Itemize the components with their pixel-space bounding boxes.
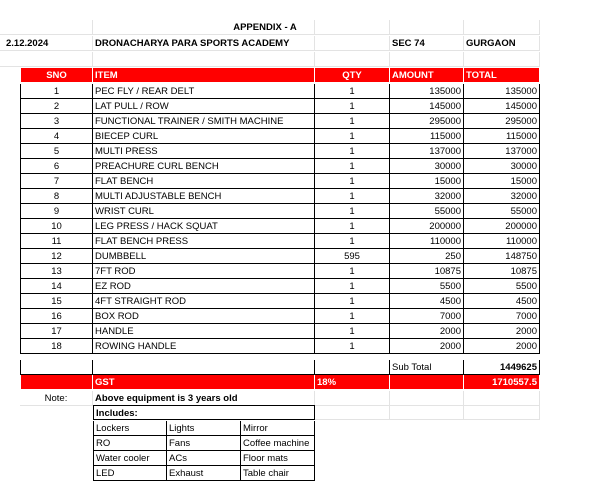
- cell-amount[interactable]: 4500: [390, 294, 464, 309]
- cell-sno[interactable]: 3: [20, 114, 93, 129]
- cell-qty[interactable]: 1: [315, 264, 390, 279]
- cell-total[interactable]: 200000: [464, 219, 540, 234]
- cell-item[interactable]: PEC FLY / REAR DELT: [93, 84, 315, 99]
- cell-item[interactable]: 4FT STRAIGHT ROD: [93, 294, 315, 309]
- cell-qty[interactable]: 1: [315, 114, 390, 129]
- cell[interactable]: [464, 20, 540, 35]
- cell-item[interactable]: LAT PULL / ROW: [93, 99, 315, 114]
- cell-item[interactable]: PREACHURE CURL BENCH: [93, 159, 315, 174]
- cell-amount[interactable]: 145000: [390, 99, 464, 114]
- cell[interactable]: [315, 20, 390, 35]
- column-header-row: [0, 68, 603, 83]
- cell[interactable]: [0, 20, 93, 35]
- cell-sno[interactable]: 6: [20, 159, 93, 174]
- cell[interactable]: [464, 391, 540, 406]
- info-row: [0, 36, 603, 51]
- cell-total[interactable]: 5500: [464, 279, 540, 294]
- cell-qty[interactable]: 1: [315, 219, 390, 234]
- cell-total[interactable]: 4500: [464, 294, 540, 309]
- cell-item[interactable]: LEG PRESS / HACK SQUAT: [93, 219, 315, 234]
- cell-qty[interactable]: 1: [315, 234, 390, 249]
- cell-qty[interactable]: 1: [315, 159, 390, 174]
- includes-item[interactable]: Exhaust: [167, 466, 241, 481]
- table-row: [0, 114, 603, 129]
- empty-row: [0, 52, 603, 67]
- cell-item[interactable]: FLAT BENCH PRESS: [93, 234, 315, 249]
- cell-amount[interactable]: 135000: [390, 84, 464, 99]
- gst-rate[interactable]: 18%: [315, 375, 390, 390]
- includes-item[interactable]: ACs: [167, 451, 241, 466]
- cell-qty[interactable]: 1: [315, 99, 390, 114]
- table-row: [0, 144, 603, 159]
- subtotal-value[interactable]: 1449625: [464, 360, 540, 375]
- cell-sno[interactable]: 7: [20, 174, 93, 189]
- cell[interactable]: [390, 20, 464, 35]
- cell[interactable]: [464, 405, 540, 420]
- cell-sno[interactable]: 10: [20, 219, 93, 234]
- cell[interactable]: [390, 405, 464, 420]
- cell-amount[interactable]: 32000: [390, 189, 464, 204]
- cell-total[interactable]: 10875: [464, 264, 540, 279]
- cell-amount[interactable]: 250: [390, 249, 464, 264]
- table-row: [0, 159, 603, 174]
- includes-header-row: [0, 405, 603, 420]
- table-row: [0, 339, 603, 354]
- cell-qty[interactable]: 1: [315, 309, 390, 324]
- header-qty[interactable]: QTY: [315, 68, 390, 83]
- header-amount[interactable]: AMOUNT: [390, 68, 464, 83]
- cell-item[interactable]: MULTI PRESS: [93, 144, 315, 159]
- academy-name-cell[interactable]: DRONACHARYA PARA SPORTS ACADEMY: [93, 36, 315, 51]
- cell-item[interactable]: WRIST CURL: [93, 204, 315, 219]
- cell[interactable]: [93, 52, 315, 67]
- cell-amount[interactable]: 10875: [390, 264, 464, 279]
- includes-row: [0, 421, 603, 436]
- cell-qty[interactable]: 1: [315, 204, 390, 219]
- cell-sno[interactable]: 13: [20, 264, 93, 279]
- cell-total[interactable]: 110000: [464, 234, 540, 249]
- cell-total[interactable]: 7000: [464, 309, 540, 324]
- cell-item[interactable]: 7FT ROD: [93, 264, 315, 279]
- cell-sno[interactable]: 15: [20, 294, 93, 309]
- includes-item[interactable]: Mirror: [241, 421, 315, 436]
- cell-item[interactable]: ROWING HANDLE: [93, 339, 315, 354]
- includes-item[interactable]: Lights: [167, 421, 241, 436]
- cell-total[interactable]: 145000: [464, 99, 540, 114]
- includes-label[interactable]: Includes:: [93, 405, 315, 420]
- city-cell[interactable]: GURGAON: [464, 36, 540, 51]
- cell-amount[interactable]: 15000: [390, 174, 464, 189]
- cell-item[interactable]: BOX ROD: [93, 309, 315, 324]
- cell-amount[interactable]: 200000: [390, 219, 464, 234]
- table-row: [0, 309, 603, 324]
- cell-total[interactable]: 55000: [464, 204, 540, 219]
- table-row: [0, 234, 603, 249]
- table-row: [0, 99, 603, 114]
- cell-qty[interactable]: 1: [315, 129, 390, 144]
- cell-sno[interactable]: 9: [20, 204, 93, 219]
- sector-cell[interactable]: SEC 74: [390, 36, 464, 51]
- cell-total[interactable]: 137000: [464, 144, 540, 159]
- cell-sno[interactable]: 18: [20, 339, 93, 354]
- cell-amount[interactable]: 137000: [390, 144, 464, 159]
- table-row: [0, 219, 603, 234]
- header-item[interactable]: ITEM: [93, 68, 315, 83]
- cell-qty[interactable]: 1: [315, 84, 390, 99]
- cell[interactable]: [315, 52, 390, 67]
- includes-item[interactable]: Table chair: [241, 466, 315, 481]
- cell-amount[interactable]: 110000: [390, 234, 464, 249]
- cell-amount[interactable]: 55000: [390, 204, 464, 219]
- includes-item[interactable]: Water cooler: [93, 451, 167, 466]
- cell-amount[interactable]: 5500: [390, 279, 464, 294]
- cell-item[interactable]: HANDLE: [93, 324, 315, 339]
- cell-qty[interactable]: 1: [315, 189, 390, 204]
- cell-total[interactable]: 295000: [464, 114, 540, 129]
- table-row: [0, 249, 603, 264]
- cell[interactable]: [464, 52, 540, 67]
- cell-sno[interactable]: 16: [20, 309, 93, 324]
- cell-amount[interactable]: 30000: [390, 159, 464, 174]
- cell-item[interactable]: EZ ROD: [93, 279, 315, 294]
- header-sno[interactable]: SNO: [20, 68, 93, 83]
- cell-total[interactable]: 15000: [464, 174, 540, 189]
- cell-qty[interactable]: 1: [315, 324, 390, 339]
- cell[interactable]: [93, 360, 315, 375]
- cell-sno[interactable]: 2: [20, 99, 93, 114]
- includes-item[interactable]: RO: [93, 436, 167, 451]
- header-total[interactable]: TOTAL: [464, 68, 540, 83]
- cell-total[interactable]: 148750: [464, 249, 540, 264]
- table-row: [0, 174, 603, 189]
- cell-qty[interactable]: 1: [315, 294, 390, 309]
- cell[interactable]: [390, 375, 464, 390]
- cell-qty[interactable]: 1: [315, 144, 390, 159]
- table-row: [0, 84, 603, 99]
- subtotal-label[interactable]: Sub Total: [390, 360, 464, 375]
- cell-sno[interactable]: 14: [20, 279, 93, 294]
- cell-sno[interactable]: 8: [20, 189, 93, 204]
- note-row: [0, 391, 603, 406]
- includes-row: [0, 436, 603, 451]
- cell-item[interactable]: FUNCTIONAL TRAINER / SMITH MACHINE: [93, 114, 315, 129]
- table-row: [0, 189, 603, 204]
- cell[interactable]: [315, 405, 390, 420]
- cell-item[interactable]: MULTI ADJUSTABLE BENCH: [93, 189, 315, 204]
- cell-total[interactable]: 2000: [464, 339, 540, 354]
- cell-total[interactable]: 2000: [464, 324, 540, 339]
- includes-item[interactable]: Coffee machine: [241, 436, 315, 451]
- cell[interactable]: [315, 391, 390, 406]
- includes-item[interactable]: LED: [93, 466, 167, 481]
- cell-sno[interactable]: 11: [20, 234, 93, 249]
- includes-item[interactable]: Fans: [167, 436, 241, 451]
- cell-amount[interactable]: 2000: [390, 339, 464, 354]
- cell[interactable]: [315, 36, 390, 51]
- table-row: [0, 204, 603, 219]
- cell-total[interactable]: 32000: [464, 189, 540, 204]
- cell-item[interactable]: DUMBBELL: [93, 249, 315, 264]
- note-text[interactable]: Above equipment is 3 years old: [93, 391, 315, 406]
- table-row: [0, 279, 603, 294]
- cell-total[interactable]: 135000: [464, 84, 540, 99]
- includes-row: [0, 451, 603, 466]
- cell-sno[interactable]: 12: [20, 249, 93, 264]
- cell-sno[interactable]: 4: [20, 129, 93, 144]
- cell-qty[interactable]: 595: [315, 249, 390, 264]
- cell[interactable]: [20, 375, 93, 390]
- includes-row: [0, 466, 603, 481]
- cell-sno[interactable]: 1: [20, 84, 93, 99]
- table-row: [0, 324, 603, 339]
- cell-amount[interactable]: 7000: [390, 309, 464, 324]
- cell[interactable]: [315, 360, 390, 375]
- cell-qty[interactable]: 1: [315, 174, 390, 189]
- gst-row: [0, 375, 603, 390]
- subtotal-row: [0, 360, 603, 375]
- table-row: [0, 294, 603, 309]
- cell-sno[interactable]: 17: [20, 324, 93, 339]
- cell-qty[interactable]: 1: [315, 339, 390, 354]
- note-label[interactable]: Note:: [20, 391, 93, 406]
- date-cell[interactable]: 2.12.2024: [0, 36, 93, 51]
- cell[interactable]: [390, 391, 464, 406]
- title-row: [0, 20, 603, 35]
- includes-item[interactable]: Lockers: [93, 421, 167, 436]
- cell-sno[interactable]: 5: [20, 144, 93, 159]
- cell[interactable]: [0, 52, 93, 67]
- cell-amount[interactable]: 295000: [390, 114, 464, 129]
- cell-qty[interactable]: 1: [315, 279, 390, 294]
- appendix-title[interactable]: APPENDIX - A: [233, 22, 297, 33]
- cell[interactable]: [390, 52, 464, 67]
- cell[interactable]: [20, 360, 93, 375]
- table-row: [0, 264, 603, 279]
- cell-total[interactable]: 30000: [464, 159, 540, 174]
- gst-label[interactable]: GST: [93, 375, 315, 390]
- cell-amount[interactable]: 115000: [390, 129, 464, 144]
- cell-item[interactable]: FLAT BENCH: [93, 174, 315, 189]
- includes-item[interactable]: Floor mats: [241, 451, 315, 466]
- cell-total[interactable]: 115000: [464, 129, 540, 144]
- cell-amount[interactable]: 2000: [390, 324, 464, 339]
- cell-item[interactable]: BIECEP CURL: [93, 129, 315, 144]
- gst-total[interactable]: 1710557.5: [464, 375, 540, 390]
- table-row: [0, 129, 603, 144]
